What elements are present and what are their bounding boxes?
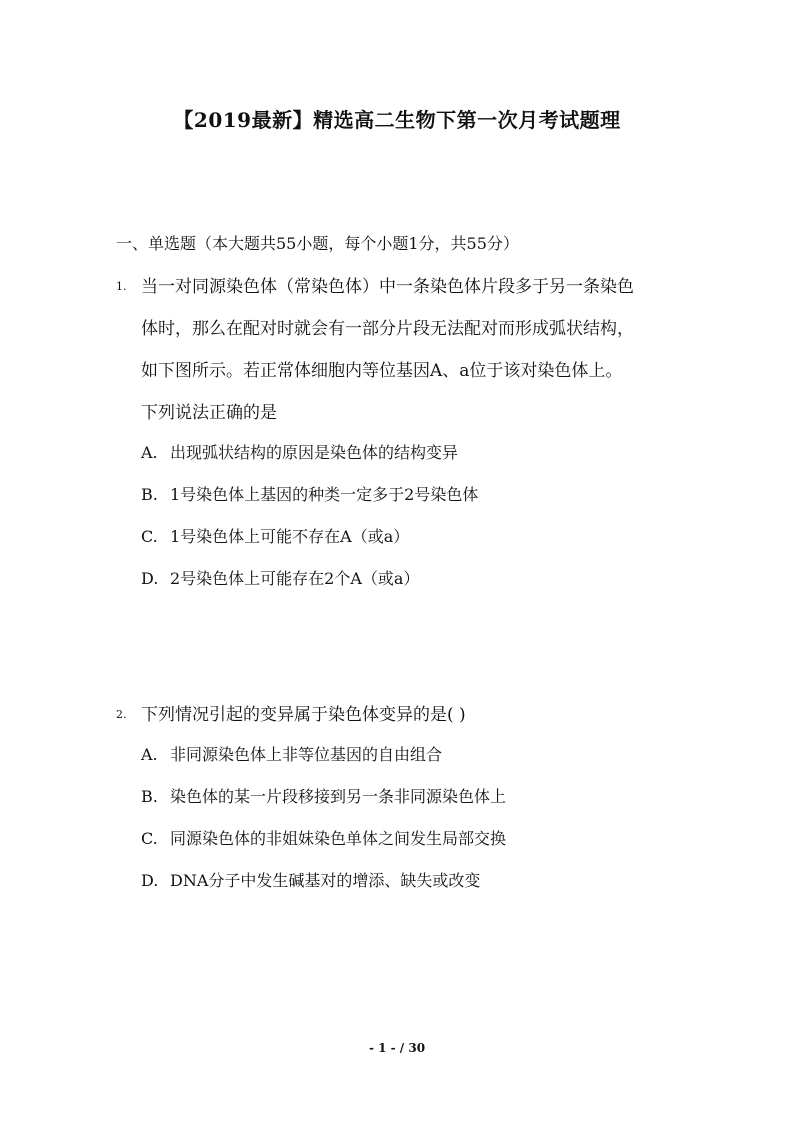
option-letter: C. [141, 829, 158, 848]
option-text: 同源染色体的非姐妹染色单体之间发生局部交换 [170, 829, 507, 848]
option-a [141, 440, 458, 463]
option-letter: B. [141, 787, 158, 806]
option-c [141, 826, 506, 849]
option-b [141, 482, 478, 505]
question-text-line: 下列情况引起的变异属于染色体变异的是( ) [141, 705, 466, 725]
option-b [141, 784, 506, 807]
page-title: 【2019最新】精选高二生物下第一次月考试题理 [173, 108, 621, 132]
option-text: 出现弧状结构的原因是染色体的结构变异 [170, 443, 459, 462]
page-number: - 1 - / 30 [368, 1041, 426, 1055]
option-c [141, 524, 409, 547]
section-heading: 一、单选题（本大题共55小题，每个小题1分，共55分） [116, 234, 519, 253]
question-text-line: 体时，那么在配对时就会有一部分片段无法配对而形成弧状结构， [141, 319, 634, 339]
option-text: DNA分子中发生碱基对的增添、缺失或改变 [170, 871, 481, 890]
option-letter: C. [141, 527, 158, 546]
option-a [141, 742, 442, 765]
question-text-line: 如下图所示。若正常体细胞内等位基因A、a位于该对染色体上。 [141, 361, 623, 381]
option-text: 染色体的某一片段移接到另一条非同源染色体上 [170, 787, 507, 806]
option-letter: B. [141, 485, 158, 504]
question-number: 2. [116, 708, 127, 721]
option-letter: D. [141, 569, 159, 588]
question-text-line: 当一对同源染色体（常染色体）中一条染色体片段多于另一条染色 [141, 277, 634, 297]
option-d [141, 566, 419, 589]
option-letter: D. [141, 871, 159, 890]
question-number: 1. [116, 280, 127, 293]
option-text: 1号染色体上可能不存在A（或a） [170, 527, 410, 546]
option-text: 2号染色体上可能存在2个A（或a） [170, 569, 420, 588]
option-letter: A. [141, 745, 158, 764]
question-text-line: 下列说法正确的是 [141, 403, 277, 423]
option-text: 非同源染色体上非等位基因的自由组合 [170, 745, 443, 764]
option-d [141, 868, 480, 891]
option-letter: A. [141, 443, 158, 462]
option-text: 1号染色体上基因的种类一定多于2号染色体 [170, 485, 479, 504]
